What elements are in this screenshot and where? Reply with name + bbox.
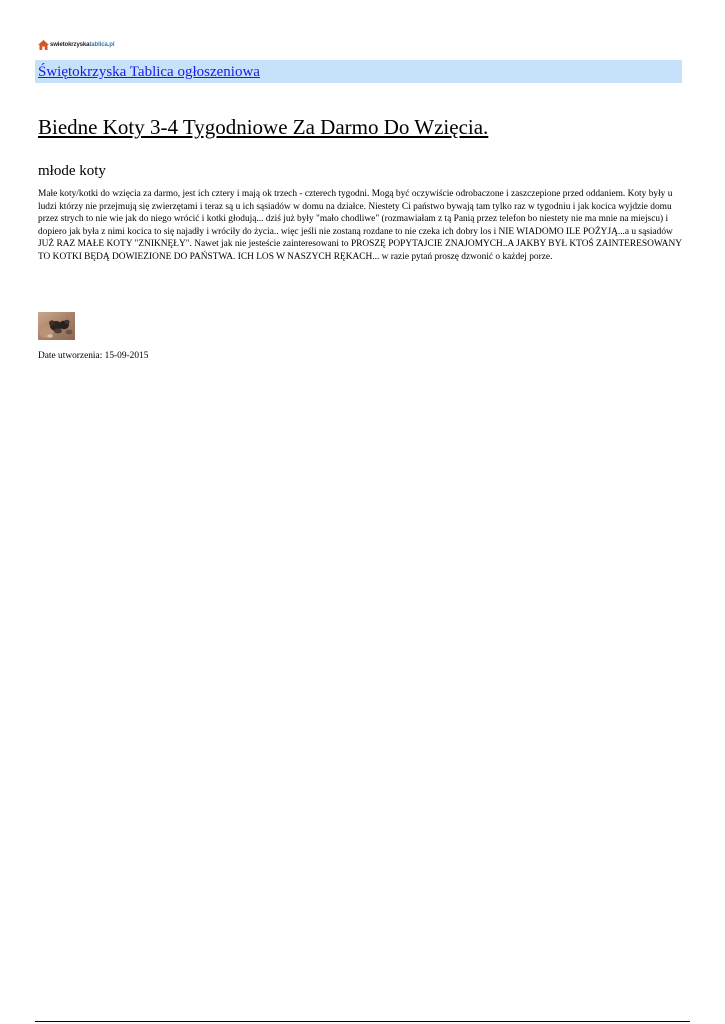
logo-text-domain: tablica.pl bbox=[89, 42, 115, 48]
listing-description: Małe koty/kotki do wzięcia za darmo, jest ich cztery i mają ok trzech - czterech tygodni. Mogą być oczywiście odrobaczone i zaszczepione przed oddaniem. Koty były u ludzi którzy nie przejmują się zwierzętami i teraz są u ich sąsiadów w domu na działce. Niestety Ci państwo bywają tam tylko raz w tygodniu i jak kocica wyjdzie domu przez strych to nie wie jak do niego wrócić i kotki głodują... dziś już były "mało chodliwe" (rozmawiałam z tą Panią przez telefon bo niestety nie ma mnie na miejscu) i dopiero jak była z nimi kocica to się najadły i wróciły do życia.. więc jeśli nie zostaną rozdane to nie czeka ich dobry los i NIE WIADOMO ILE POŻYJĄ...a u sąsiadów JUŻ RAZ MAŁE KOTY "ZNIKNĘŁY". Nawet jak nie jesteście zainteresowani to PROSZĘ POPYTAJCIE ZNAJOMYCH..A JAKBY BYŁ KTOŚ ZAINTERESOWANY TO KOTKI BĘDĄ DOWIEZIONE DO PAŃSTWA. ICH LOS W NASZYCH RĘKACH... w razie pytań proszę dzwonić o każdej porze. bbox=[38, 189, 682, 262]
house-icon bbox=[38, 40, 49, 50]
kittens-photo-thumbnail[interactable] bbox=[38, 312, 75, 340]
creation-date: Date utworzenia: 15-09-2015 bbox=[38, 351, 149, 361]
logo-text-primary: swietokrzyska bbox=[50, 42, 90, 48]
site-home-link[interactable]: Świętokrzyska Tablica ogłoszeniowa bbox=[38, 64, 260, 80]
listing-title: Biedne Koty 3-4 Tygodniowe Za Darmo Do Wzięcia. bbox=[38, 115, 489, 139]
footer-divider bbox=[35, 1021, 690, 1022]
site-header-bar bbox=[35, 60, 682, 83]
site-logo[interactable] bbox=[38, 39, 114, 51]
listing-subtitle: młode koty bbox=[38, 163, 106, 179]
